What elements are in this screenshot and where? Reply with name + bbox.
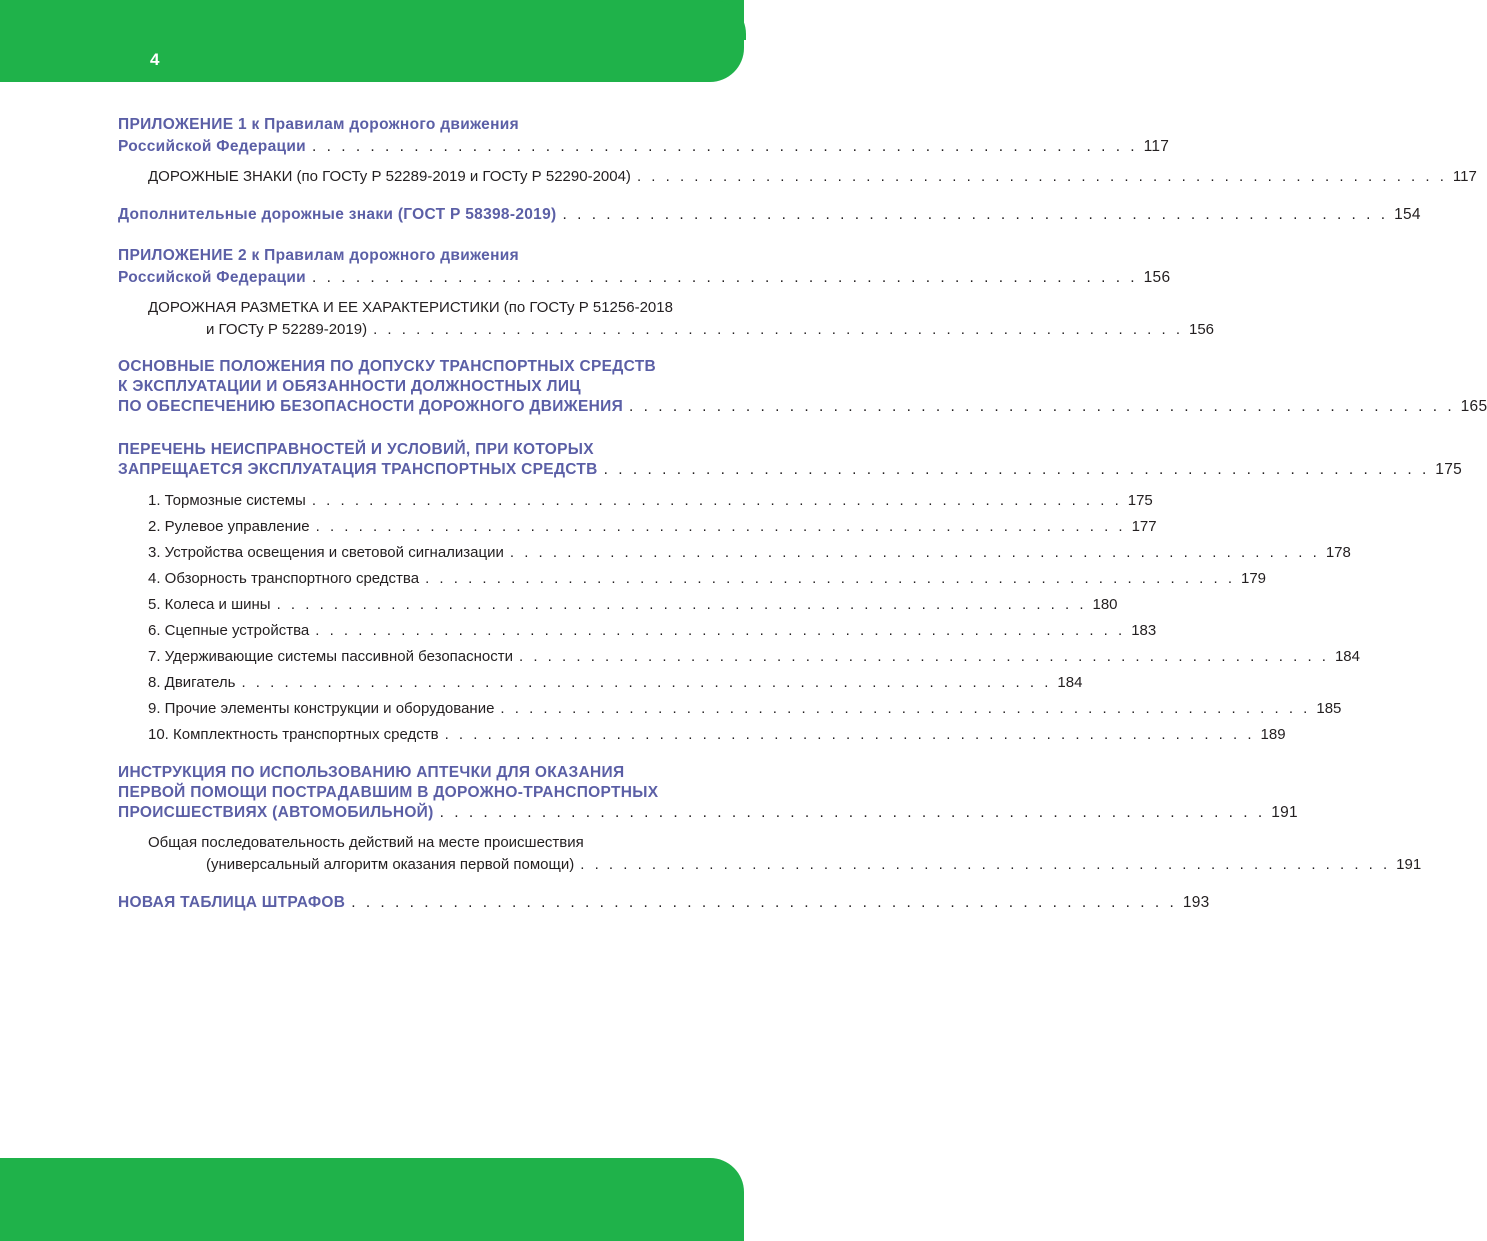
toc-entry-label: 2. Рулевое управление <box>148 518 310 535</box>
toc-page-number: 191 <box>1396 856 1422 873</box>
toc-page-number: 179 <box>1241 570 1267 587</box>
toc-item-7[interactable] <box>148 646 1360 668</box>
toc-page-number: 185 <box>1316 700 1342 717</box>
toc-entry-label: ДОРОЖНЫЕ ЗНАКИ (по ГОСТу Р 52289-2019 и ГОСТу Р 52290-2004) <box>148 168 631 185</box>
toc-entry-fines[interactable] <box>118 892 1210 914</box>
toc-entry-sequence-line1: Общая последовательность действий на месте происшествия <box>148 834 584 851</box>
toc-heading-basic-line2: К ЭКСПЛУАТАЦИИ И ОБЯЗАННОСТИ ДОЛЖНОСТНЫХ ЛИЦ <box>118 378 581 395</box>
toc-entry-extra-signs[interactable] <box>118 204 1421 226</box>
toc-page-number: 184 <box>1057 674 1083 691</box>
toc-heading-firstaid-line2: ПЕРВОЙ ПОМОЩИ ПОСТРАДАВШИМ В ДОРОЖНО-ТРАНСПОРТНЫХ <box>118 784 659 801</box>
leader-dots: . . . . . . . . . . . . . . . . . . . . . . . . . . . . . . . . . . . . . . . . . . . . . . . . . . . . . . . . . <box>373 321 1183 338</box>
leader-dots: . . . . . . . . . . . . . . . . . . . . . . . . . . . . . . . . . . . . . . . . . . . . . . . . . . . . . . . . . <box>439 804 1266 821</box>
toc-entry-label: 1. Тормозные системы <box>148 492 306 509</box>
toc-entry-basic-provisions[interactable] <box>118 396 1487 418</box>
toc-entry-road-signs[interactable] <box>148 166 1477 188</box>
toc-item-9[interactable] <box>148 698 1342 720</box>
toc-page-number: 117 <box>1452 168 1477 185</box>
toc-entry-label: 6. Сцепные устройства <box>148 622 310 639</box>
toc-item-6[interactable] <box>148 620 1157 642</box>
toc-page-number: 180 <box>1092 596 1118 613</box>
leader-dots: . . . . . . . . . . . . . . . . . . . . . . . . . . . . . . . . . . . . . . . . . . . . . . . . . . . . . . . . . <box>311 138 1138 155</box>
toc-entry-label: НОВАЯ ТАБЛИЦА ШТРАФОВ <box>118 894 346 911</box>
toc-heading-faults-line1: ПЕРЕЧЕНЬ НЕИСПРАВНОСТЕЙ И УСЛОВИЙ, ПРИ КОТОРЫХ <box>118 441 594 458</box>
toc-entry-label: ПО ОБЕСПЕЧЕНИЮ БЕЗОПАСНОСТИ ДОРОЖНОГО ДВИЖЕНИЯ <box>118 398 624 415</box>
toc-entry-sequence[interactable] <box>206 854 1422 876</box>
leader-dots: . . . . . . . . . . . . . . . . . . . . . . . . . . . . . . . . . . . . . . . . . . . . . . . . . . . . . . . . . <box>629 398 1455 415</box>
leader-dots: . . . . . . . . . . . . . . . . . . . . . . . . . . . . . . . . . . . . . . . . . . . . . . . . . . . . . . . . . <box>636 168 1447 185</box>
toc-entry-label: 5. Колеса и шины <box>148 596 271 613</box>
toc-page-number: 177 <box>1131 518 1157 535</box>
toc-entry-faults[interactable] <box>118 459 1463 481</box>
toc-entry-marking-line1: ДОРОЖНАЯ РАЗМЕТКА И ЕЕ ХАРАКТЕРИСТИКИ (по ГОСТу Р 51256-2018 <box>148 299 673 316</box>
toc-entry-label: 10. Комплектность транспортных средств <box>148 726 439 743</box>
toc-entry-label: ЗАПРЕЩАЕТСЯ ЭКСПЛУАТАЦИЯ ТРАНСПОРТНЫХ СРЕДСТВ <box>118 461 598 478</box>
toc-entry-label: 9. Прочие элементы конструкции и оборудование <box>148 700 495 717</box>
toc-item-5[interactable] <box>148 594 1118 616</box>
toc-page-number: 156 <box>1143 269 1171 286</box>
leader-dots: . . . . . . . . . . . . . . . . . . . . . . . . . . . . . . . . . . . . . . . . . . . . . . . . . . . . . . . . . <box>509 544 1320 561</box>
toc-page-number: 175 <box>1127 492 1153 509</box>
toc-item-2[interactable] <box>148 516 1157 538</box>
toc-entry-first-aid[interactable] <box>118 802 1298 824</box>
toc-heading-appendix1-line1: ПРИЛОЖЕНИЕ 1 к Правилам дорожного движения <box>118 116 519 133</box>
bottom-green-band <box>0 1158 744 1241</box>
toc-heading-basic-line1: ОСНОВНЫЕ ПОЛОЖЕНИЯ ПО ДОПУСКУ ТРАНСПОРТНЫХ СРЕДСТВ <box>118 358 656 375</box>
leader-dots: . . . . . . . . . . . . . . . . . . . . . . . . . . . . . . . . . . . . . . . . . . . . . . . . . . . . . . . . . <box>580 856 1391 873</box>
toc-item-1[interactable] <box>148 490 1153 512</box>
toc-item-3[interactable] <box>148 542 1351 564</box>
page-number: 4 <box>150 50 160 69</box>
toc-entry-label: ПРОИСШЕСТВИЯХ (АВТОМОБИЛЬНОЙ) <box>118 804 434 821</box>
leader-dots: . . . . . . . . . . . . . . . . . . . . . . . . . . . . . . . . . . . . . . . . . . . . . . . . . . . . . . . . . <box>444 726 1255 743</box>
leader-dots: . . . . . . . . . . . . . . . . . . . . . . . . . . . . . . . . . . . . . . . . . . . . . . . . . . . . . . . . . <box>425 570 1235 587</box>
leader-dots: . . . . . . . . . . . . . . . . . . . . . . . . . . . . . . . . . . . . . . . . . . . . . . . . . . . . . . . . . <box>500 700 1311 717</box>
toc-entry-label: 7. Удерживающие системы пассивной безопасности <box>148 648 514 665</box>
toc-entry-label: и ГОСТу Р 52289-2019) <box>206 321 368 338</box>
toc-page-number: 156 <box>1189 321 1215 338</box>
leader-dots: . . . . . . . . . . . . . . . . . . . . . . . . . . . . . . . . . . . . . . . . . . . . . . . . . . . . . . . . . <box>311 269 1138 286</box>
toc-item-4[interactable] <box>148 568 1267 590</box>
toc-page-number: 178 <box>1325 544 1351 561</box>
leader-dots: . . . . . . . . . . . . . . . . . . . . . . . . . . . . . . . . . . . . . . . . . . . . . . . . . . . . . . . . . <box>315 622 1126 639</box>
toc-heading-firstaid-line1: ИНСТРУКЦИЯ ПО ИСПОЛЬЗОВАНИЮ АПТЕЧКИ ДЛЯ ОКАЗАНИЯ <box>118 764 625 781</box>
toc-entry-appendix1[interactable] <box>118 136 1170 158</box>
top-green-band <box>0 0 744 82</box>
toc-entry-label: Российской Федерации <box>118 269 306 286</box>
toc-heading-appendix2-line1: ПРИЛОЖЕНИЕ 2 к Правилам дорожного движения <box>118 247 519 264</box>
toc-entry-label: 8. Двигатель <box>148 674 236 691</box>
toc-page-number: 175 <box>1435 461 1463 478</box>
toc-page-number: 117 <box>1143 138 1170 155</box>
toc-page-number: 165 <box>1460 398 1487 415</box>
toc-page-number: 191 <box>1271 804 1298 821</box>
leader-dots: . . . . . . . . . . . . . . . . . . . . . . . . . . . . . . . . . . . . . . . . . . . . . . . . . . . . . . . . . <box>241 674 1052 691</box>
leader-dots: . . . . . . . . . . . . . . . . . . . . . . . . . . . . . . . . . . . . . . . . . . . . . . . . . . . . . . . . . <box>603 461 1430 478</box>
toc-item-8[interactable] <box>148 672 1083 694</box>
toc-page-number: 193 <box>1182 894 1210 911</box>
toc-entry-road-marking[interactable] <box>206 319 1215 341</box>
toc-entry-label: 4. Обзорность транспортного средства <box>148 570 420 587</box>
toc-entry-label: 3. Устройства освещения и световой сигнализации <box>148 544 504 561</box>
toc-item-10[interactable] <box>148 724 1286 746</box>
toc-page-number: 154 <box>1394 206 1421 223</box>
toc-page-number: 189 <box>1260 726 1286 743</box>
leader-dots: . . . . . . . . . . . . . . . . . . . . . . . . . . . . . . . . . . . . . . . . . . . . . . . . . . . . . . . . . <box>519 648 1329 665</box>
leader-dots: . . . . . . . . . . . . . . . . . . . . . . . . . . . . . . . . . . . . . . . . . . . . . . . . . . . . . . . . . <box>276 596 1087 613</box>
leader-dots: . . . . . . . . . . . . . . . . . . . . . . . . . . . . . . . . . . . . . . . . . . . . . . . . . . . . . . . . . <box>315 518 1126 535</box>
leader-dots: . . . . . . . . . . . . . . . . . . . . . . . . . . . . . . . . . . . . . . . . . . . . . . . . . . . . . . . . . <box>562 206 1389 223</box>
leader-dots: . . . . . . . . . . . . . . . . . . . . . . . . . . . . . . . . . . . . . . . . . . . . . . . . . . . . . . . . . <box>351 894 1177 911</box>
leader-dots: . . . . . . . . . . . . . . . . . . . . . . . . . . . . . . . . . . . . . . . . . . . . . . . . . . . . . . . . . <box>311 492 1122 509</box>
toc-page-number: 183 <box>1131 622 1157 639</box>
toc-entry-label: (универсальный алгоритм оказания первой помощи) <box>206 856 575 873</box>
toc-entry-label: Российской Федерации <box>118 138 306 155</box>
toc-page-number: 184 <box>1334 648 1360 665</box>
toc-entry-appendix2[interactable] <box>118 267 1171 289</box>
toc-entry-label: Дополнительные дорожные знаки (ГОСТ Р 58398-2019) <box>118 206 557 223</box>
